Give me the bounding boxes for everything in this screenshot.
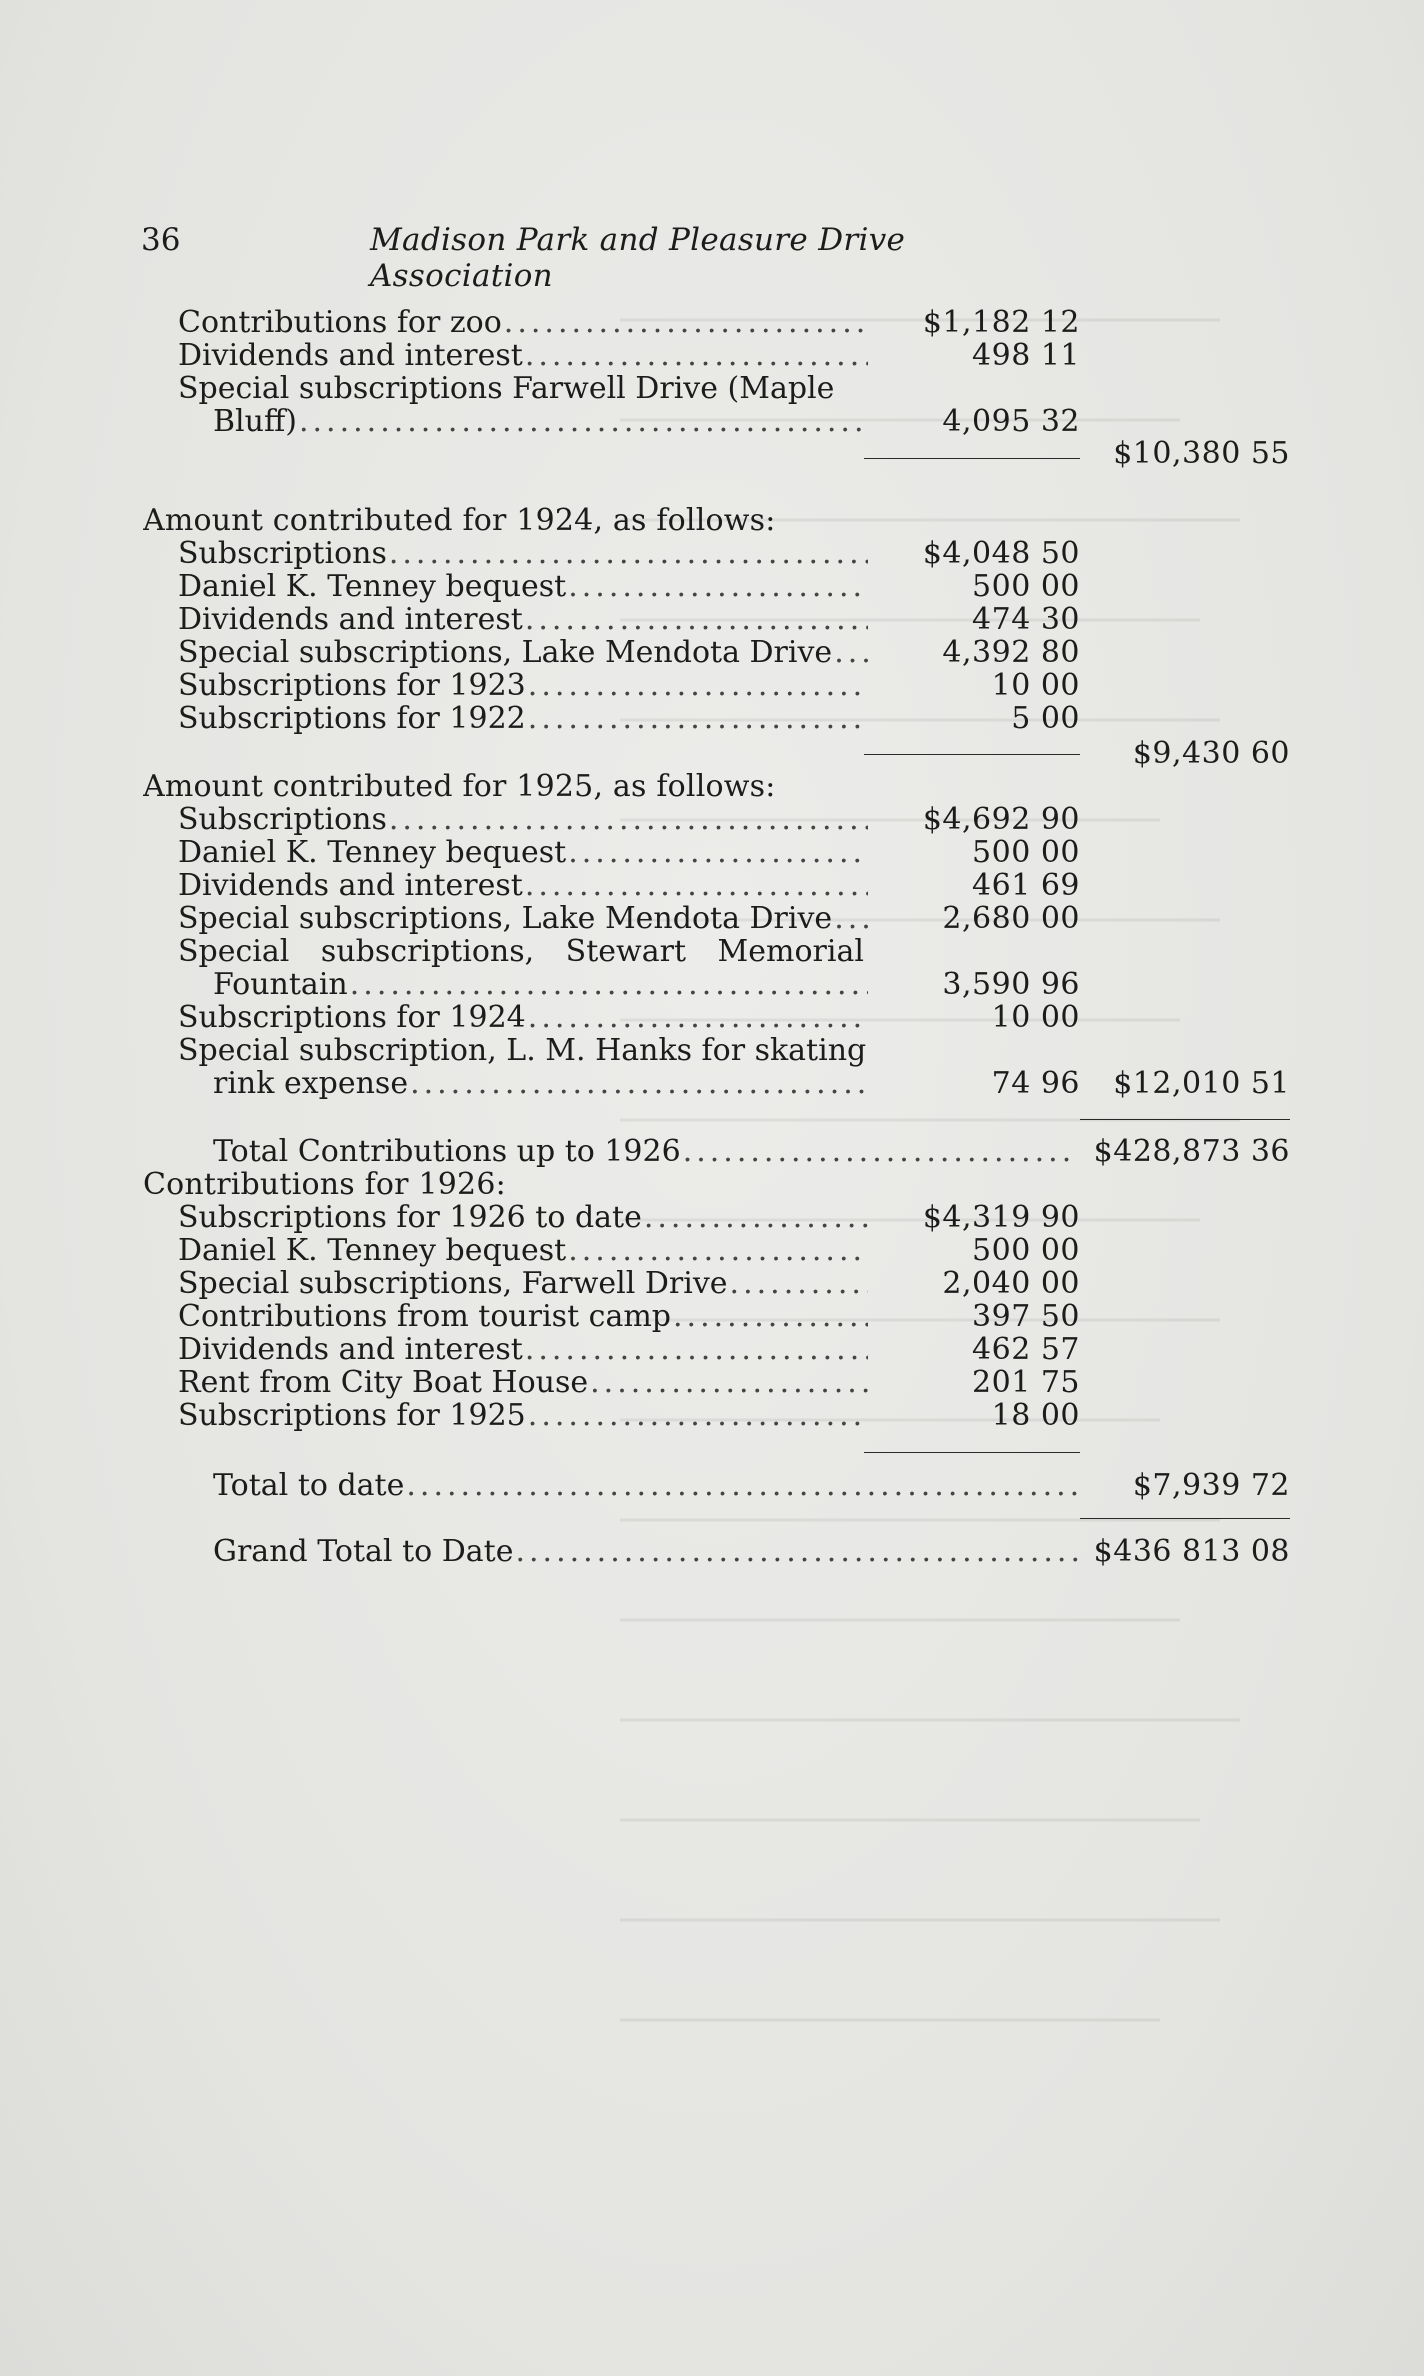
row-label: Rent from City Boat House [178, 1366, 589, 1400]
grand-total-row [0, 1535, 1424, 1569]
row-amount: $428,873 36 [1093, 1134, 1290, 1169]
row-label: Dividends and interest [178, 1333, 523, 1367]
ledger-row [0, 702, 1424, 736]
section-total-row [0, 737, 1424, 771]
ledger-row [0, 306, 1424, 340]
row-label: Special subscriptions, Farwell Drive [178, 1267, 728, 1301]
ledger-row [0, 803, 1424, 837]
page-number: 36 [141, 222, 181, 258]
row-label: Grand Total to Date [213, 1535, 514, 1569]
row-amount: 18 00 [991, 1398, 1080, 1433]
row-amount: 10 00 [991, 668, 1080, 703]
ledger-total-row [0, 1135, 1424, 1169]
row-label: Fountain [213, 968, 348, 1002]
ledger-row [0, 1267, 1424, 1301]
row-amount: 3,590 96 [942, 967, 1080, 1002]
ledger-row [0, 636, 1424, 670]
ledger-row [0, 339, 1424, 373]
ledger-row-continued [0, 935, 1424, 969]
row-amount: 474 30 [972, 602, 1080, 637]
row-amount: 201 75 [972, 1365, 1080, 1400]
row-label: Special subscriptions Farwell Drive (Maple [178, 372, 835, 406]
ledger-row [0, 603, 1424, 637]
row-label: Total to date [213, 1469, 405, 1503]
row-amount: 4,392 80 [942, 635, 1080, 670]
row-label: Total Contributions up to 1926 [213, 1135, 681, 1169]
ledger-row [0, 669, 1424, 703]
row-amount: 498 11 [972, 338, 1080, 373]
row-label: Subscriptions for 1922 [178, 702, 526, 736]
row-amount: 74 96 [991, 1066, 1080, 1101]
row-amount: $7,939 72 [1132, 1468, 1290, 1503]
ledger-row [0, 1067, 1424, 1101]
section-heading: Contributions for 1926: [143, 1168, 506, 1202]
total-rule [1080, 1518, 1290, 1519]
row-amount: 500 00 [972, 835, 1080, 870]
ledger-row [0, 1300, 1424, 1334]
ledger-total-row [0, 1469, 1424, 1503]
ledger-row-continued [0, 372, 1424, 406]
row-amount: 4,095 32 [942, 404, 1080, 439]
row-label: Daniel K. Tenney bequest [178, 570, 567, 604]
total-rule [1080, 1119, 1290, 1120]
ledger-row [0, 1234, 1424, 1268]
section-heading-row [0, 1168, 1424, 1202]
row-label: Subscriptions for 1926 to date [178, 1201, 642, 1235]
row-label: rink expense [213, 1067, 409, 1101]
running-title: Madison Park and Pleasure Drive Association [370, 222, 906, 294]
ledger-row [0, 968, 1424, 1002]
section-total-row [0, 437, 1424, 471]
row-amount: $4,692 90 [922, 802, 1080, 837]
row-label: Daniel K. Tenney bequest [178, 836, 567, 870]
row-amount: 5 00 [1011, 701, 1080, 736]
row-amount: 461 69 [972, 868, 1080, 903]
row-amount: $4,319 90 [922, 1200, 1080, 1235]
row-amount: 2,040 00 [942, 1266, 1080, 1301]
row-amount: 500 00 [972, 569, 1080, 604]
ledger-row [0, 570, 1424, 604]
row-label: Special subscriptions, Lake Mendota Drive [178, 902, 833, 936]
row-amount: 2,680 00 [942, 901, 1080, 936]
section-heading: Amount contributed for 1925, as follows: [143, 770, 776, 804]
row-label: Subscriptions for 1923 [178, 669, 526, 703]
ledger-row [0, 1399, 1424, 1433]
row-label: Subscriptions [178, 803, 387, 837]
ledger-row [0, 1201, 1424, 1235]
section-total: $9,430 60 [1132, 736, 1290, 771]
row-label: Daniel K. Tenney bequest [178, 1234, 567, 1268]
ledger-row [0, 902, 1424, 936]
section-heading: Amount contributed for 1924, as follows: [143, 504, 776, 538]
row-label: Special subscription, L. M. Hanks for skating [178, 1034, 867, 1068]
row-label: Subscriptions [178, 537, 387, 571]
section-heading-row [0, 504, 1424, 538]
row-label: Dividends and interest [178, 339, 523, 373]
ledger-row [0, 1001, 1424, 1035]
section-heading-row [0, 770, 1424, 804]
row-label: Special subscriptions, Lake Mendota Drive [178, 636, 833, 670]
ledger-row [0, 836, 1424, 870]
row-label: Bluff) [213, 405, 297, 439]
row-amount: 397 50 [972, 1299, 1080, 1334]
row-label: Contributions from tourist camp [178, 1300, 672, 1334]
row-amount: 462 57 [972, 1332, 1080, 1367]
ledger-row [0, 405, 1424, 439]
row-amount: $1,182 12 [922, 305, 1080, 340]
row-label: Contributions for zoo [178, 306, 502, 340]
subtotal-rule [864, 1452, 1080, 1453]
row-label: Subscriptions for 1925 [178, 1399, 526, 1433]
row-label: Dividends and interest [178, 603, 523, 637]
page-header [141, 222, 1061, 294]
row-amount: $4,048 50 [922, 536, 1080, 571]
row-label: Dividends and interest [178, 869, 523, 903]
ledger-row [0, 1333, 1424, 1367]
section-total: $12,010 51 [1113, 1066, 1290, 1101]
section-total: $10,380 55 [1113, 436, 1290, 471]
row-label: Special subscriptions, Stewart Memorial [178, 935, 864, 969]
ledger-row-continued [0, 1034, 1424, 1068]
ledger-row [0, 869, 1424, 903]
row-amount: 10 00 [991, 1000, 1080, 1035]
ledger-row [0, 537, 1424, 571]
row-label: Subscriptions for 1924 [178, 1001, 526, 1035]
row-amount: 500 00 [972, 1233, 1080, 1268]
ledger-row [0, 1366, 1424, 1400]
row-amount: $436 813 08 [1093, 1534, 1290, 1569]
